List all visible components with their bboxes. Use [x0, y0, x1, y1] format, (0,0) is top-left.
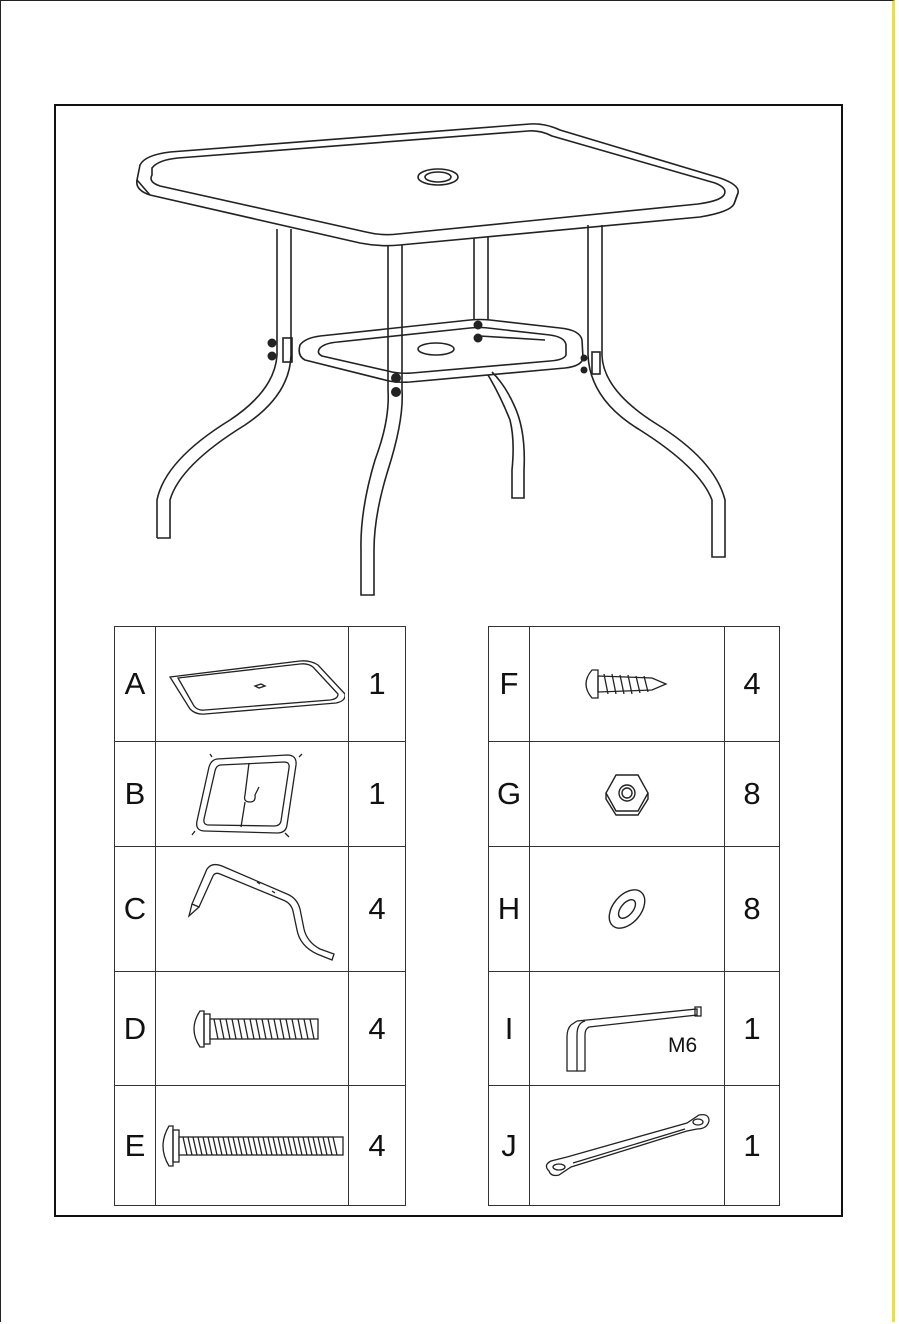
parts-row [489, 972, 780, 1086]
wrench-icon [530, 1086, 725, 1206]
part-letter: J [489, 1086, 530, 1206]
part-letter: B [115, 742, 156, 847]
parts-row [115, 1086, 406, 1206]
lower-shelf-frame-icon [156, 742, 349, 847]
parts-row [489, 627, 780, 742]
hex-nut-icon [530, 742, 725, 847]
parts-row [489, 847, 780, 972]
leg-tube-icon [156, 847, 349, 972]
part-letter: C [115, 847, 156, 972]
part-letter: I [489, 972, 530, 1086]
short-bolt-icon [156, 972, 349, 1086]
part-letter: E [115, 1086, 156, 1206]
part-letter: D [115, 972, 156, 1086]
parts-list-left [114, 626, 406, 1206]
part-quantity: 4 [349, 847, 406, 972]
washer-icon [530, 847, 725, 972]
part-quantity: 8 [725, 847, 780, 972]
part-letter: F [489, 627, 530, 742]
part-letter: G [489, 742, 530, 847]
parts-row [489, 742, 780, 847]
screw-icon [530, 627, 725, 742]
part-letter: H [489, 847, 530, 972]
part-quantity: 4 [725, 627, 780, 742]
allen-key-icon [530, 972, 725, 1086]
parts-row [489, 1086, 780, 1206]
allen-key-size-label: M6 [668, 1034, 698, 1057]
long-bolt-icon [156, 1086, 349, 1206]
part-quantity: 1 [725, 972, 780, 1086]
parts-row [115, 627, 406, 742]
part-quantity: 1 [349, 627, 406, 742]
parts-row [115, 847, 406, 972]
table-top-frame-icon [156, 627, 349, 742]
part-quantity: 1 [725, 1086, 780, 1206]
assembled-table-illustration [120, 115, 750, 605]
part-quantity: 8 [725, 742, 780, 847]
parts-row [115, 972, 406, 1086]
part-letter: A [115, 627, 156, 742]
part-quantity: 4 [349, 1086, 406, 1206]
parts-list-right [488, 626, 780, 1206]
part-quantity: 4 [349, 972, 406, 1086]
part-quantity: 1 [349, 742, 406, 847]
parts-row [115, 742, 406, 847]
